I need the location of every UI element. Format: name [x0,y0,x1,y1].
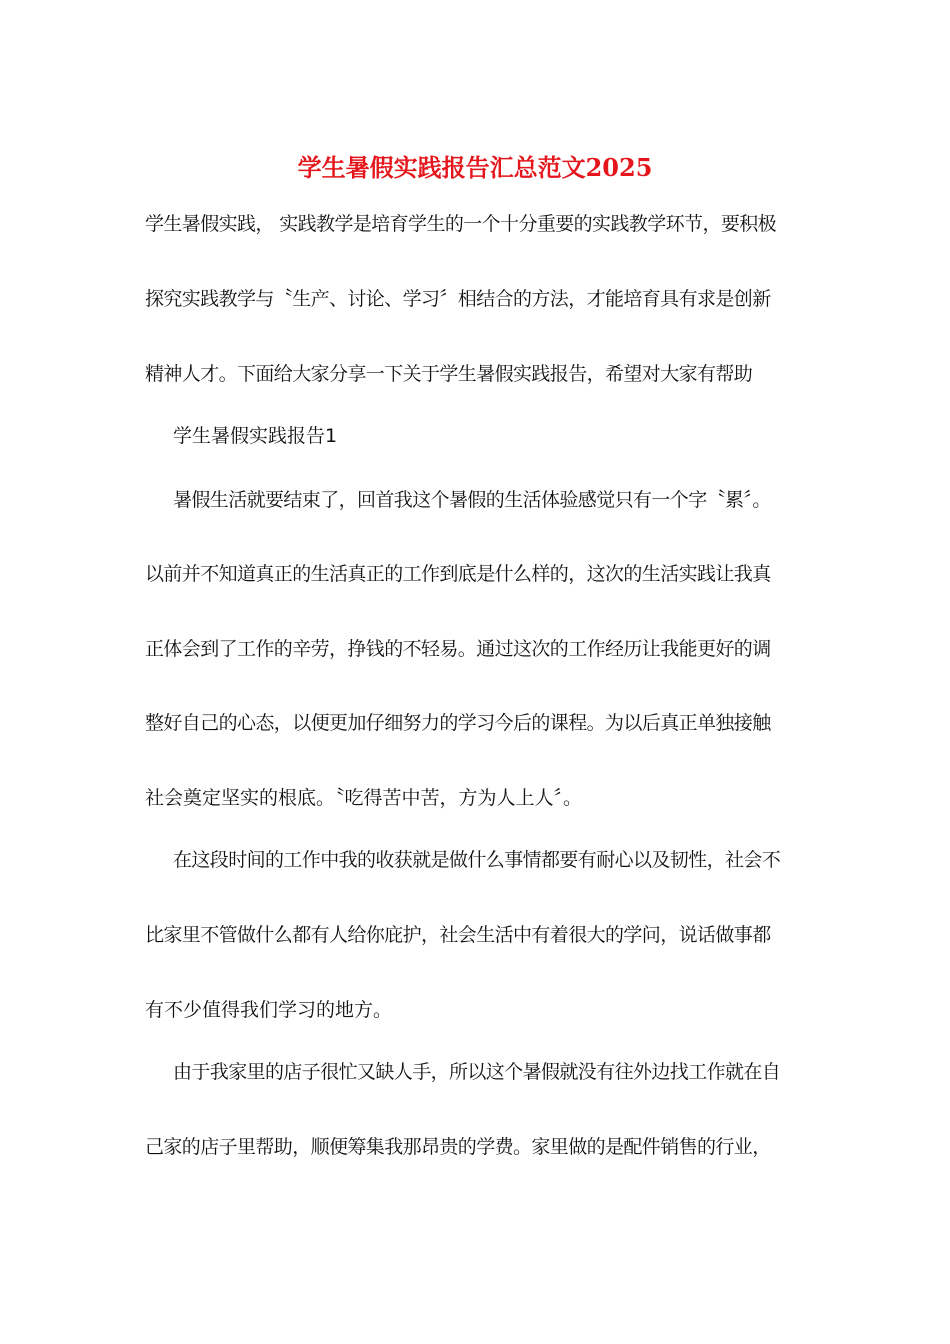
paragraph-line: 整好自己的心态，以便更加仔细努力的学习今后的课程。为以后真正单独接触 [145,712,771,734]
paragraph-line: 己家的店子里帮助，顺便筹集我那昂贵的学费。家里做的是配件销售的行业， [145,1136,771,1158]
paragraph-line: 有不少值得我们学习的地方。 [145,999,393,1021]
paragraph-line: 暑假生活就要结束了，回首我这个暑假的生活体验感觉只有一个字〝累〞。 [173,489,771,511]
paragraph-line: 学生暑假实践， 实践教学是培育学生的一个十分重要的实践教学环节，要积极 [145,213,777,235]
document-title: 学生暑假实践报告汇总范文2025 [297,153,653,182]
paragraph-line: 在这段时间的工作中我的收获就是做什么事情都要有耐心以及韧性，社会不 [173,849,781,871]
paragraph-line: 正体会到了工作的辛劳，挣钱的不轻易。通过这次的工作经历让我能更好的调 [145,638,771,660]
paragraph-line: 以前并不知道真正的生活真正的工作到底是什么样的，这次的生活实践让我真 [145,563,771,585]
paragraph-line: 比家里不管做什么都有人给你庇护，社会生活中有着很大的学问，说话做事都 [145,924,771,946]
paragraph-line: 精神人才。下面给大家分享一下关于学生暑假实践报告，希望对大家有帮助 [145,363,753,385]
paragraph-line: 社会奠定坚实的根底。〝吃得苦中苦，方为人上人〞。 [145,787,583,809]
paragraph-line: 探究实践教学与〝生产、讨论、学习〞相结合的方法，才能培育具有求是创新 [145,288,771,310]
paragraph-line: 由于我家里的店子很忙又缺人手，所以这个暑假就没有往外边找工作就在自 [173,1061,781,1083]
section-heading: 学生暑假实践报告1 [173,425,338,447]
